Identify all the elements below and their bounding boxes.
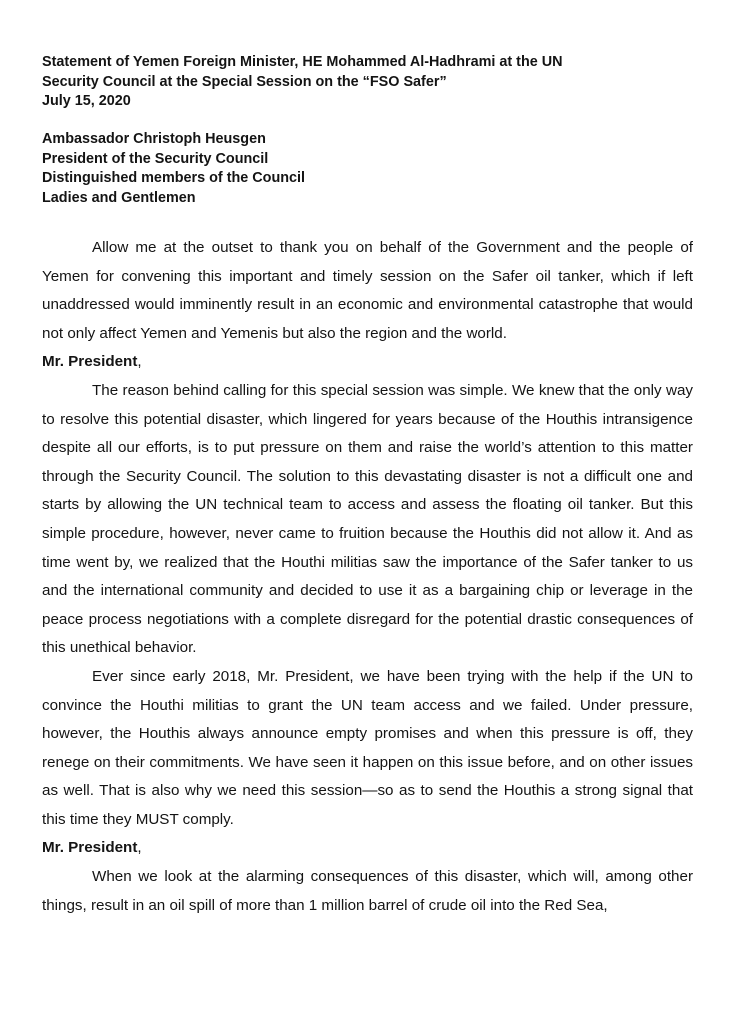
statement-date: July 15, 2020 xyxy=(42,93,131,109)
salutation-comma: , xyxy=(137,839,142,857)
salutation-text: Mr. President xyxy=(42,839,138,857)
paragraph-consequences: When we look at the alarming consequences of this disaster, which will, among other things, result in an oil spill of more than 1 million barrel of crude oil into the Red Sea, xyxy=(42,868,693,914)
addressee-ladies-gentlemen: Ladies and Gentlemen xyxy=(42,189,196,206)
paragraph-opening: Allow me at the outset to thank you on behalf of the Government and the people of Yemen for convening this important and timely session on the Safer oil tanker, which if left unaddressed would imminently result in an economic and environmental catastrophe that would not only affect Yemen and Yemenis but also the region and the world. xyxy=(42,239,693,342)
salutation-mr-president-1 xyxy=(42,348,693,377)
title-line-2: Security Council at the Special Session on the “FSO Safer” xyxy=(42,73,447,90)
salutation-text: Mr. President xyxy=(42,353,138,371)
addressee-block xyxy=(42,130,702,208)
title-line-1: Statement of Yemen Foreign Minister, HE Mohammed Al-Hadhrami at the UN xyxy=(42,54,563,70)
salutation-mr-president-2 xyxy=(42,834,693,863)
addressee-members: Distinguished members of the Council xyxy=(42,170,306,186)
statement-title xyxy=(42,53,702,112)
paragraph-reason: The reason behind calling for this special session was simple. We knew that the only way to resolve this potential disaster, which lingered for years because of the Houthis intransigence despite all our efforts, is to put pressure on them and raise the world’s attention to this matter through the Security Council. The solution to this devastating disaster is not a difficult one and starts by allowing the UN technical team to access and assess the floating oil tanker. But this simple procedure, however, never came to fruition because the Houthis did not allow it. And as time went by, we realized that the Houthi militias saw the importance of the Safer tanker to us and the international community and decided to use it as a bargaining chip or leverage in the peace process negotiations with a complete disregard for the potential drastic consequences of this unethical behavior. xyxy=(42,381,693,657)
statement-body xyxy=(42,234,693,920)
addressee-ambassador: Ambassador Christoph Heusgen xyxy=(42,131,266,147)
paragraph-since-2018: Ever since early 2018, Mr. President, we have been trying with the help if the UN to convince the Houthi militias to grant the UN team access and we failed. Under pressure, however, the Houthis always announce empty promises and when this pressure is off, they renege on their commitments. We have seen it happen on this issue before, and on other issues as well. That is also why we need this session—so as to send the Houthis a strong signal that this time they MUST comply. xyxy=(42,667,693,828)
addressee-president: President of the Security Council xyxy=(42,150,269,167)
salutation-comma: , xyxy=(137,353,142,371)
